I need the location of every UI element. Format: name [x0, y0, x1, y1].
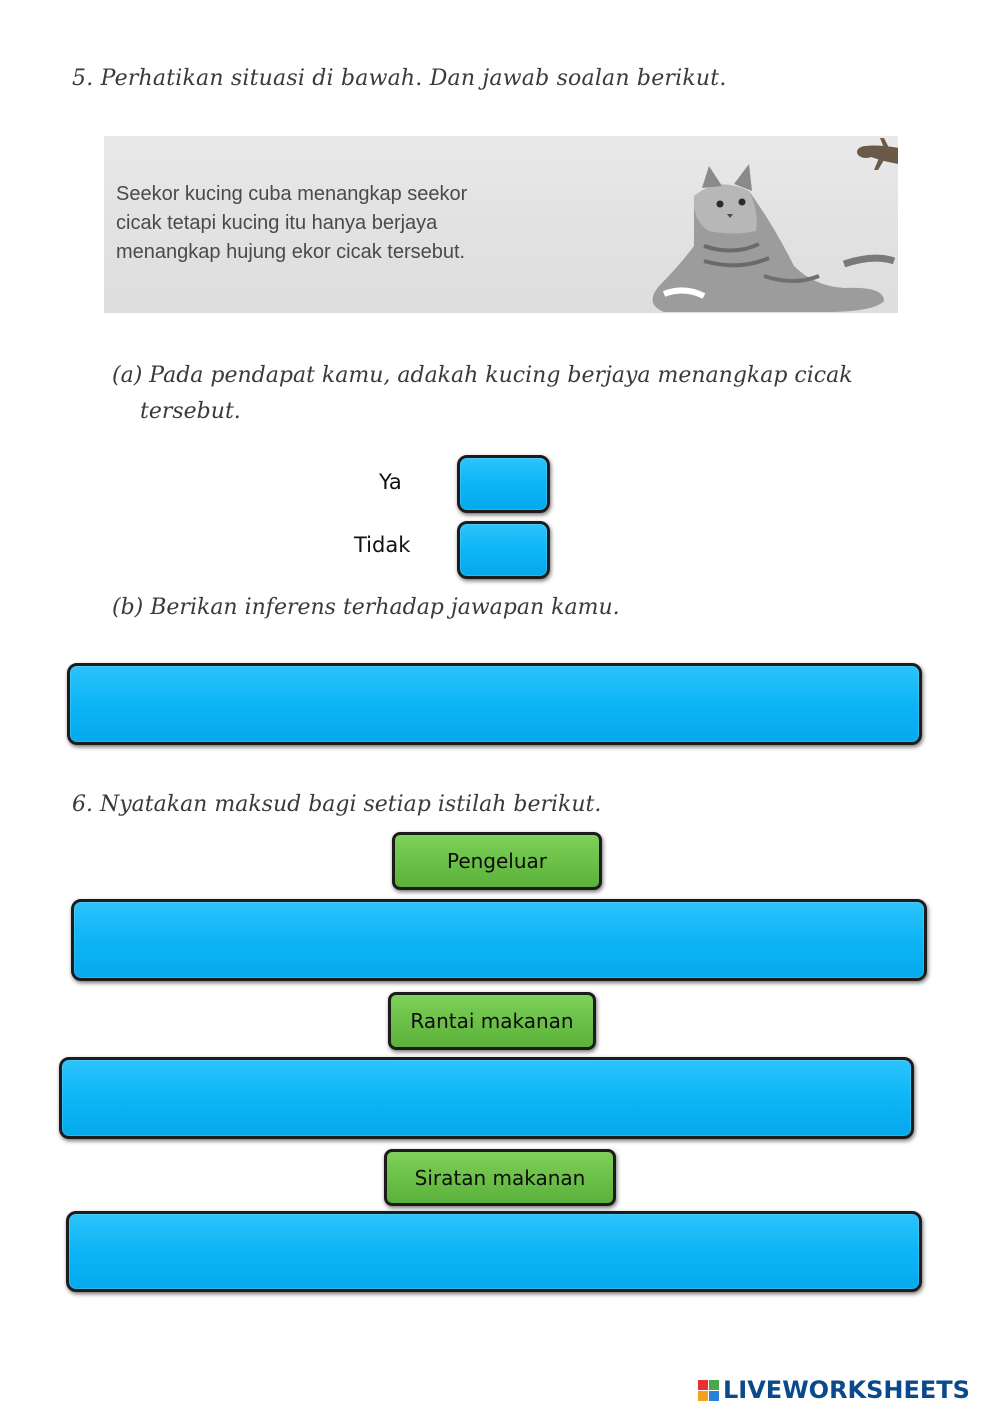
question-5-prompt: 5. Perhatikan situasi di bawah. Dan jawab soalan berikut.: [72, 66, 727, 91]
brand-grid-icon: [698, 1380, 719, 1401]
term-label-siratan-makanan: Siratan makanan: [384, 1149, 616, 1206]
inference-answer-input[interactable]: [67, 663, 922, 745]
story-line: cicak tetapi kucing itu hanya berjaya: [116, 212, 438, 234]
term-label-pengeluar: Pengeluar: [392, 832, 602, 890]
part-a-question-line-1: (a) Pada pendapat kamu, adakah kucing berjaya menangkap cicak: [112, 363, 853, 388]
term-label-rantai-makanan: Rantai makanan: [388, 992, 596, 1050]
part-a-question-line-2: tersebut.: [140, 399, 241, 424]
part-b-question: (b) Berikan inferens terhadap jawapan kamu.: [112, 595, 620, 620]
story-line: menangkap hujung ekor cicak tersebut.: [116, 241, 466, 263]
option-yes-checkbox[interactable]: [457, 455, 550, 513]
lizard-icon: [857, 138, 898, 197]
option-no-checkbox[interactable]: [457, 521, 550, 579]
answer-input-rantai-makanan[interactable]: [59, 1057, 914, 1139]
option-no-label: Tidak: [354, 533, 411, 557]
cat-and-lizard-illustration: [544, 136, 898, 313]
cat-icon: [653, 164, 894, 312]
option-yes-label: Ya: [379, 470, 402, 494]
story-line: Seekor kucing cuba menangkap seekor: [116, 183, 468, 205]
liveworksheets-logo[interactable]: [698, 1376, 970, 1404]
question-6-prompt: 6. Nyatakan maksud bagi setiap istilah berikut.: [72, 792, 602, 817]
story-image: [104, 136, 898, 313]
story-text: [116, 180, 556, 267]
answer-input-siratan-makanan[interactable]: [66, 1211, 922, 1292]
brand-name: LIVEWORKSHEETS: [723, 1376, 970, 1404]
answer-input-pengeluar[interactable]: [71, 899, 927, 981]
